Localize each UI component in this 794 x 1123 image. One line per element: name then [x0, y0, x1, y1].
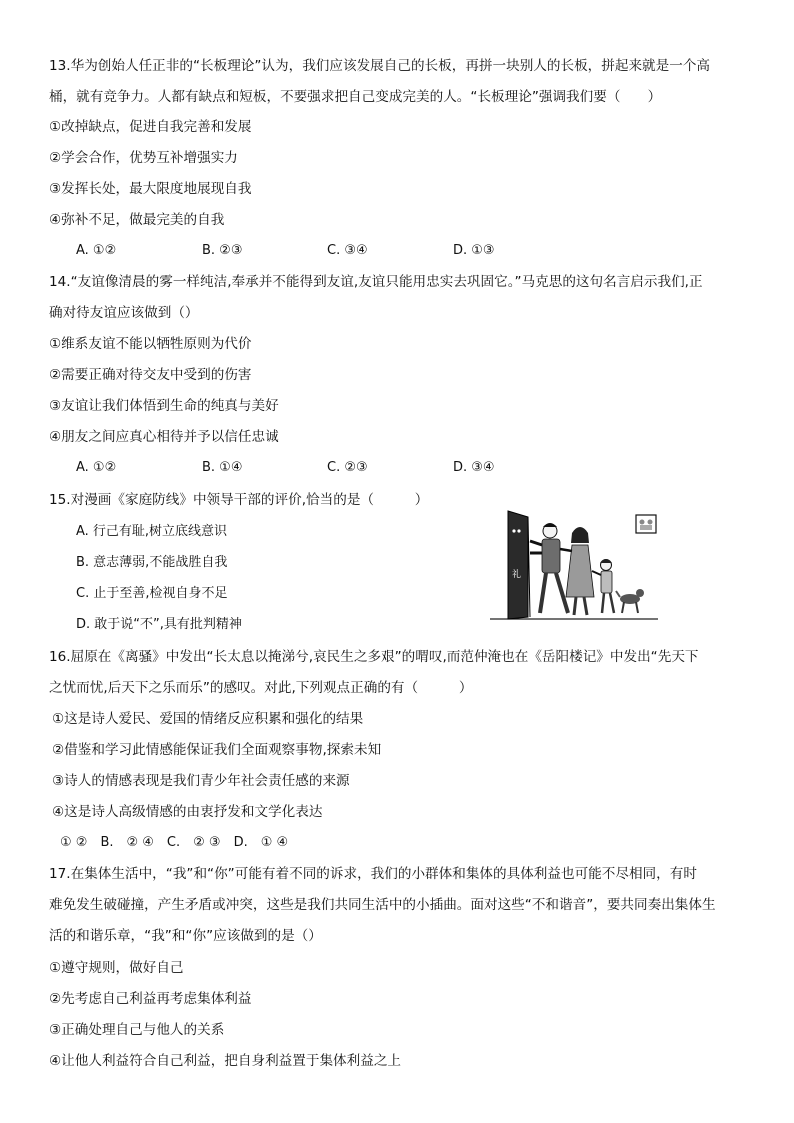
- q16-stem-line1: 16.屈原在《离骚》中发出“长太息以掩涕兮,哀民生之多艰”的喟叹,而范仲淹也在《岳阳楼记》中发出“先天下: [49, 649, 699, 665]
- q13-item-1: ①改掉缺点，促进自我完善和发展: [49, 119, 252, 135]
- q16-item-2: ②借鉴和学习此情感能保证我们全面观察事物,探索未知: [52, 742, 382, 758]
- q13-option-a: A. ①②: [76, 243, 117, 258]
- q14-option-c: C. ②③: [327, 460, 368, 475]
- q14-item-3: ③友谊让我们体悟到生命的纯真与美好: [49, 398, 279, 414]
- q17-item-3: ③正确处理自己与他人的关系: [49, 1022, 225, 1038]
- q17-stem-line1: 17.在集体生活中，“我”和“你”可能有着不同的诉求，我们的小群体和集体的具体利益也可能不尽相同，有时: [49, 866, 697, 882]
- q15-option-a: A. 行己有耻,树立底线意识: [76, 524, 228, 539]
- q14-option-a: A. ①②: [76, 460, 117, 475]
- q16-options: ① ② B. ② ④ C. ② ③ D. ① ④: [60, 835, 289, 850]
- q15-option-c: C. 止于至善,检视自身不足: [76, 586, 228, 601]
- q17-item-2: ②先考虑自己利益再考虑集体利益: [49, 991, 252, 1007]
- q16-item-4: ④这是诗人高级情感的由衷抒发和文学化表达: [52, 804, 323, 820]
- q15-stem: 15.对漫画《家庭防线》中领导干部的评价,恰当的是（ ）: [49, 492, 429, 508]
- q13-item-3: ③发挥长处，最大限度地展现自我: [49, 181, 252, 197]
- q14-item-4: ④朋友之间应真心相待并予以信任忠诚: [49, 429, 279, 445]
- q13-item-2: ②学会合作，优势互补增强实力: [49, 150, 238, 166]
- q14-option-d: D. ③④: [453, 460, 495, 475]
- q13-option-b: B. ②③: [202, 243, 243, 258]
- q16-item-1: ①这是诗人爱民、爱国的情绪反应积累和强化的结果: [52, 711, 364, 727]
- q15-option-d: D. 敢于说“不”,具有批判精神: [76, 617, 242, 632]
- door-gift-char: 礼: [512, 570, 522, 580]
- q17-stem-line3: 活的和谐乐章，“我”和“你”应该做到的是（）: [49, 928, 322, 944]
- q17-item-4: ④让他人利益符合自己利益，把自身利益置于集体利益之上: [49, 1053, 402, 1069]
- q15-option-b: B. 意志薄弱,不能战胜自我: [76, 555, 228, 570]
- q14-stem-line1: 14.“友谊像清晨的雾一样纯洁,奉承并不能得到友谊,友谊只能用忠实去巩固它。”马克思的这句名言启示我们,正: [49, 274, 703, 290]
- q14-item-1: ①维系友谊不能以牺牲原则为代价: [49, 336, 252, 352]
- q17-item-1: ①遵守规则，做好自己: [49, 960, 184, 976]
- q16-stem-line2: 之忧而忧,后天下之乐而乐”的感叹。对此,下列观点正确的有（ ）: [49, 680, 473, 696]
- family-defense-cartoon: [490, 509, 658, 621]
- q13-option-c: C. ③④: [327, 243, 368, 258]
- q13-option-d: D. ①③: [453, 243, 495, 258]
- q14-stem-line2: 确对待友谊应该做到（）: [49, 305, 199, 321]
- q14-item-2: ②需要正确对待交友中受到的伤害: [49, 367, 252, 383]
- q14-option-b: B. ①④: [202, 460, 243, 475]
- q13-item-4: ④弥补不足，做最完美的自我: [49, 212, 225, 228]
- q16-item-3: ③诗人的情感表现是我们青少年社会责任感的来源: [52, 773, 350, 789]
- q13-stem-line2: 桶，就有竞争力。人都有缺点和短板，不要强求把自己变成完美的人。“长板理论”强调我们要（ ）: [49, 89, 662, 105]
- q17-stem-line2: 难免发生破碰撞，产生矛盾或冲突，这些是我们共同生活中的小插曲。面对这些“不和谐音”，要共同奏出集体生: [49, 897, 716, 913]
- q13-stem-line1: 13.华为创始人任正非的“长板理论”认为，我们应该发展自己的长板，再拼一块别人的长板，拼起来就是一个高: [49, 58, 711, 74]
